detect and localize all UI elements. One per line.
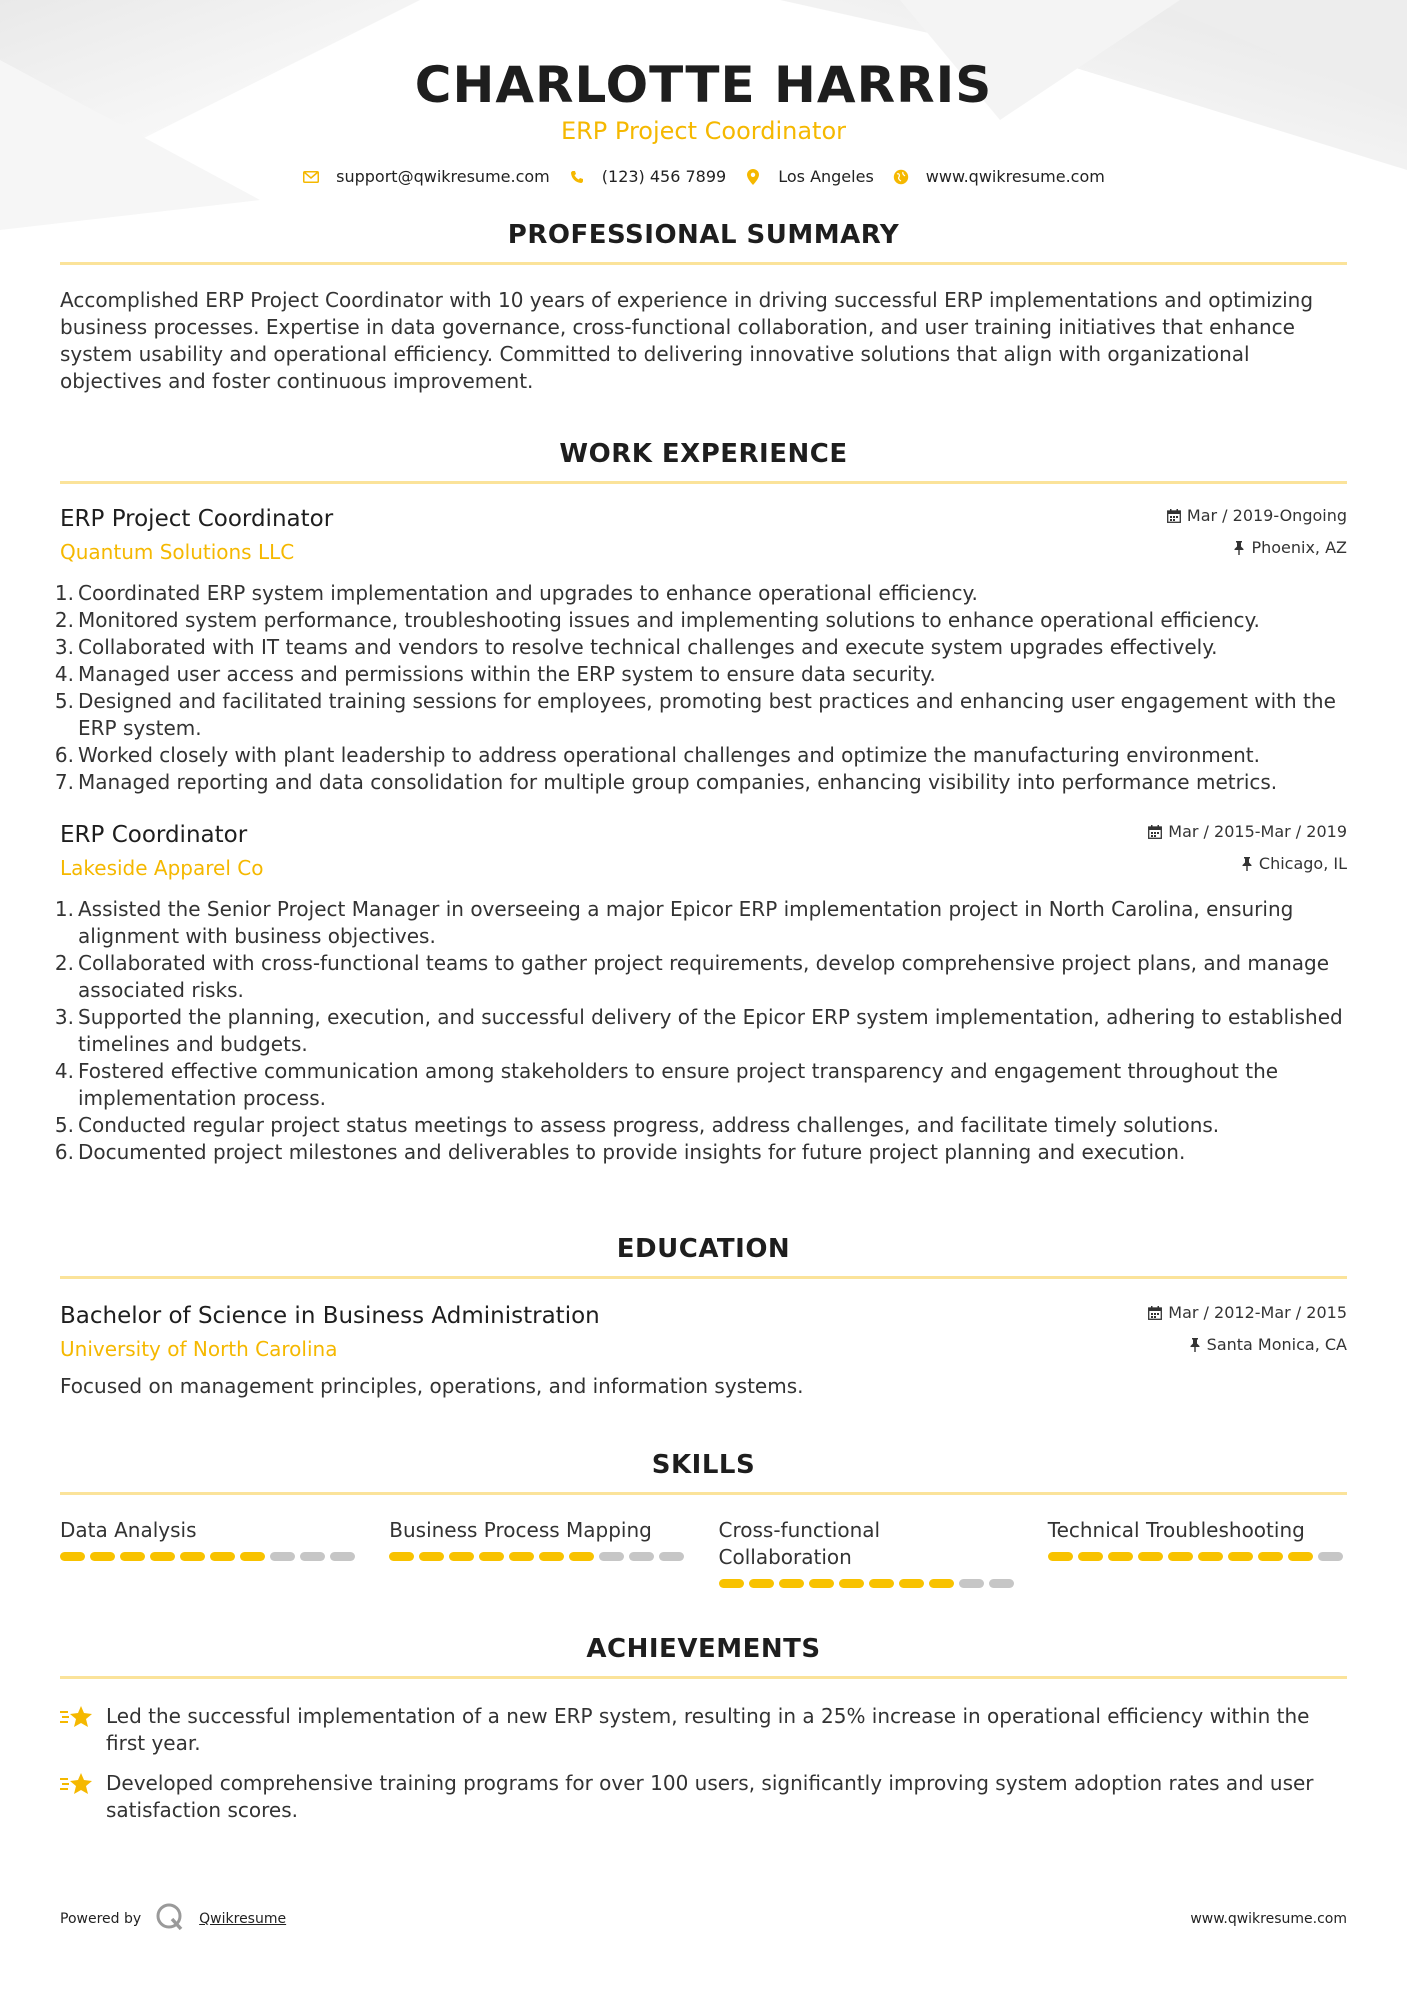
education-entry	[60, 1303, 1347, 1400]
calendar-icon	[1148, 1306, 1162, 1320]
list-item: Documented project milestones and deliverables to provide insights for future project planning and execution.	[78, 1140, 1186, 1164]
skills-heading: SKILLS	[651, 1450, 756, 1480]
skill-dot-filled	[389, 1552, 414, 1561]
skill-dot-filled	[809, 1579, 834, 1588]
job-date: Mar / 2015-Mar / 2019	[1168, 822, 1347, 841]
skill-dot-empty	[300, 1552, 325, 1561]
section-divider	[60, 1492, 1347, 1495]
contact-email[interactable]	[302, 167, 550, 186]
skill-name: Technical Troubleshooting	[1047, 1518, 1305, 1542]
skill-dot-filled	[449, 1552, 474, 1561]
skill-name: Business Process Mapping	[389, 1518, 652, 1542]
list-item: Managed user access and permissions within the ERP system to ensure data security.	[78, 662, 936, 686]
skills-section	[60, 1450, 1347, 1588]
list-item: Conducted regular project status meetings to assess progress, address challenges, and facilitate timely solutions.	[78, 1113, 1220, 1137]
skill-level-bar	[389, 1552, 688, 1561]
skill-dot-filled	[210, 1552, 235, 1561]
education-location: Santa Monica, CA	[1206, 1335, 1347, 1354]
skill-dot-filled	[869, 1579, 894, 1588]
company-name: Lakeside Apparel Co	[60, 856, 264, 880]
skill-dot-empty	[989, 1579, 1014, 1588]
skill-level-bar	[719, 1579, 1018, 1588]
skill-dot-filled	[240, 1552, 265, 1561]
skill-item	[719, 1517, 1018, 1588]
education-description: Focused on management principles, operations, and information systems.	[60, 1374, 804, 1398]
skill-dot-filled	[509, 1552, 534, 1561]
experience-section	[60, 439, 1347, 1166]
company-name: Quantum Solutions LLC	[60, 540, 295, 564]
section-divider	[60, 481, 1347, 484]
skill-dot-filled	[929, 1579, 954, 1588]
skill-dot-filled	[1108, 1552, 1133, 1561]
phone-icon	[568, 168, 586, 186]
skill-dot-filled	[1078, 1552, 1103, 1561]
job-entry	[60, 822, 1347, 1166]
phone-text: (123) 456 7899	[601, 167, 727, 186]
skill-dot-filled	[180, 1552, 205, 1561]
star-icon	[60, 1770, 94, 1802]
skill-level-bar	[1048, 1552, 1347, 1561]
calendar-icon	[1148, 825, 1162, 839]
resume-header	[60, 0, 1347, 186]
contact-website[interactable]	[892, 167, 1105, 186]
contact-bar	[60, 167, 1347, 186]
skill-dot-filled	[899, 1579, 924, 1588]
list-item: Assisted the Senior Project Manager in overseeing a major Epicor ERP implementation project in North Carolina, ensuring alignment with business objectives.	[78, 897, 1294, 948]
job-title: ERP Coordinator	[60, 822, 248, 848]
job-title: ERP Project Coordinator	[60, 506, 334, 532]
skill-level-bar	[60, 1552, 359, 1561]
skill-dot-filled	[1168, 1552, 1193, 1561]
skill-dot-empty	[1318, 1552, 1343, 1561]
skill-dot-empty	[599, 1552, 624, 1561]
skill-item	[389, 1517, 688, 1588]
skill-dot-filled	[539, 1552, 564, 1561]
skill-dot-filled	[719, 1579, 744, 1588]
achievement-item	[60, 1703, 1347, 1757]
map-pin-icon	[744, 168, 762, 186]
education-section	[60, 1234, 1347, 1400]
list-item: Collaborated with IT teams and vendors to resolve technical challenges and execute system upgrades effectively.	[78, 635, 1218, 659]
list-item: Coordinated ERP system implementation and upgrades to enhance operational efficiency.	[78, 581, 978, 605]
skill-dot-filled	[779, 1579, 804, 1588]
list-item: Designed and facilitated training sessions for employees, promoting best practices and enhancing user engagement with the ERP system.	[78, 689, 1336, 740]
powered-by-label: Powered by	[60, 1911, 142, 1927]
pushpin-icon	[1241, 857, 1253, 871]
section-divider	[60, 1276, 1347, 1279]
skill-dot-filled	[1138, 1552, 1163, 1561]
skill-dot-filled	[1258, 1552, 1283, 1561]
skill-dot-filled	[569, 1552, 594, 1561]
skill-name: Cross-functional Collaboration	[718, 1518, 881, 1569]
education-date: Mar / 2012-Mar / 2015	[1168, 1303, 1347, 1322]
skill-item	[60, 1517, 359, 1588]
achievement-item	[60, 1770, 1347, 1824]
candidate-title: ERP Project Coordinator	[560, 117, 847, 145]
skill-dot-empty	[959, 1579, 984, 1588]
section-divider	[60, 1676, 1347, 1679]
candidate-name: CHARLOTTE HARRIS	[414, 56, 993, 114]
achievement-text: Led the successful implementation of a new ERP system, resulting in a 25% increase in operational efficiency within the first year.	[106, 1704, 1310, 1755]
skill-dot-filled	[1048, 1552, 1073, 1561]
skill-dot-filled	[150, 1552, 175, 1561]
achievements-section	[60, 1634, 1347, 1824]
job-bullets	[60, 896, 1347, 1166]
experience-heading: WORK EXPERIENCE	[559, 439, 848, 469]
skill-dot-empty	[659, 1552, 684, 1561]
brand-link[interactable]: Qwikresume	[199, 1911, 287, 1927]
skill-dot-filled	[1198, 1552, 1223, 1561]
list-item: Fostered effective communication among stakeholders to ensure project transparency and engagement throughout the implementation process.	[78, 1059, 1279, 1110]
list-item: Collaborated with cross-functional teams to gather project requirements, develop comprehensive project plans, and manage associated risks.	[78, 951, 1330, 1002]
pushpin-icon	[1233, 541, 1245, 555]
job-location: Chicago, IL	[1258, 854, 1347, 873]
pushpin-icon	[1189, 1338, 1201, 1352]
job-date: Mar / 2019-Ongoing	[1186, 506, 1347, 525]
education-heading: EDUCATION	[616, 1234, 791, 1264]
job-location: Phoenix, AZ	[1251, 538, 1347, 557]
star-icon	[60, 1703, 94, 1735]
skill-dot-filled	[419, 1552, 444, 1561]
contact-phone[interactable]	[568, 167, 726, 186]
skills-grid	[60, 1517, 1347, 1588]
skill-dot-filled	[749, 1579, 774, 1588]
skill-dot-filled	[60, 1552, 85, 1561]
skill-item	[1048, 1517, 1347, 1588]
globe-icon	[892, 168, 910, 186]
summary-section	[60, 220, 1347, 395]
qwikresume-logo-icon	[155, 1902, 185, 1936]
job-entry	[60, 506, 1347, 796]
list-item: Supported the planning, execution, and successful delivery of the Epicor ERP system implementation, adhering to established timelines and budgets.	[78, 1005, 1343, 1056]
achievements-heading: ACHIEVEMENTS	[586, 1634, 821, 1664]
footer-website[interactable]: www.qwikresume.com	[1190, 1911, 1347, 1927]
skill-dot-filled	[90, 1552, 115, 1561]
skill-dot-filled	[1288, 1552, 1313, 1561]
skill-dot-empty	[330, 1552, 355, 1561]
job-bullets	[60, 580, 1347, 796]
list-item: Managed reporting and data consolidation for multiple group companies, enhancing visibility into performance metrics.	[78, 770, 1278, 794]
email-text: support@qwikresume.com	[336, 167, 550, 186]
summary-text: Accomplished ERP Project Coordinator with 10 years of experience in driving successful ERP implementations and optimizing business processes. Expertise in data governance, cross-functional collaboration, and user training initiatives that enhance system usability and operational efficiency. Committed to delivering innovative solutions that align with organizational objectives and foster continuous improvement.	[60, 288, 1314, 393]
skill-dot-filled	[839, 1579, 864, 1588]
school-name: University of North Carolina	[60, 1337, 338, 1361]
skill-name: Data Analysis	[60, 1518, 197, 1542]
skill-dot-filled	[120, 1552, 145, 1561]
achievement-text: Developed comprehensive training programs for over 100 users, significantly improving system adoption rates and user satisfaction scores.	[106, 1771, 1314, 1822]
calendar-icon	[1167, 509, 1181, 523]
website-text: www.qwikresume.com	[925, 167, 1105, 186]
list-item: Monitored system performance, troubleshooting issues and implementing solutions to enhance operational efficiency.	[78, 608, 1260, 632]
contact-location	[744, 167, 874, 186]
summary-heading: PROFESSIONAL SUMMARY	[507, 220, 900, 250]
skill-dot-filled	[479, 1552, 504, 1561]
skill-dot-empty	[629, 1552, 654, 1561]
skill-dot-filled	[1228, 1552, 1253, 1561]
degree-title: Bachelor of Science in Business Administration	[60, 1303, 600, 1329]
section-divider	[60, 262, 1347, 265]
envelope-icon	[302, 168, 320, 186]
footer	[60, 1902, 1347, 1936]
list-item: Worked closely with plant leadership to address operational challenges and optimize the manufacturing environment.	[78, 743, 1260, 767]
location-text: Los Angeles	[778, 167, 874, 186]
skill-dot-empty	[270, 1552, 295, 1561]
